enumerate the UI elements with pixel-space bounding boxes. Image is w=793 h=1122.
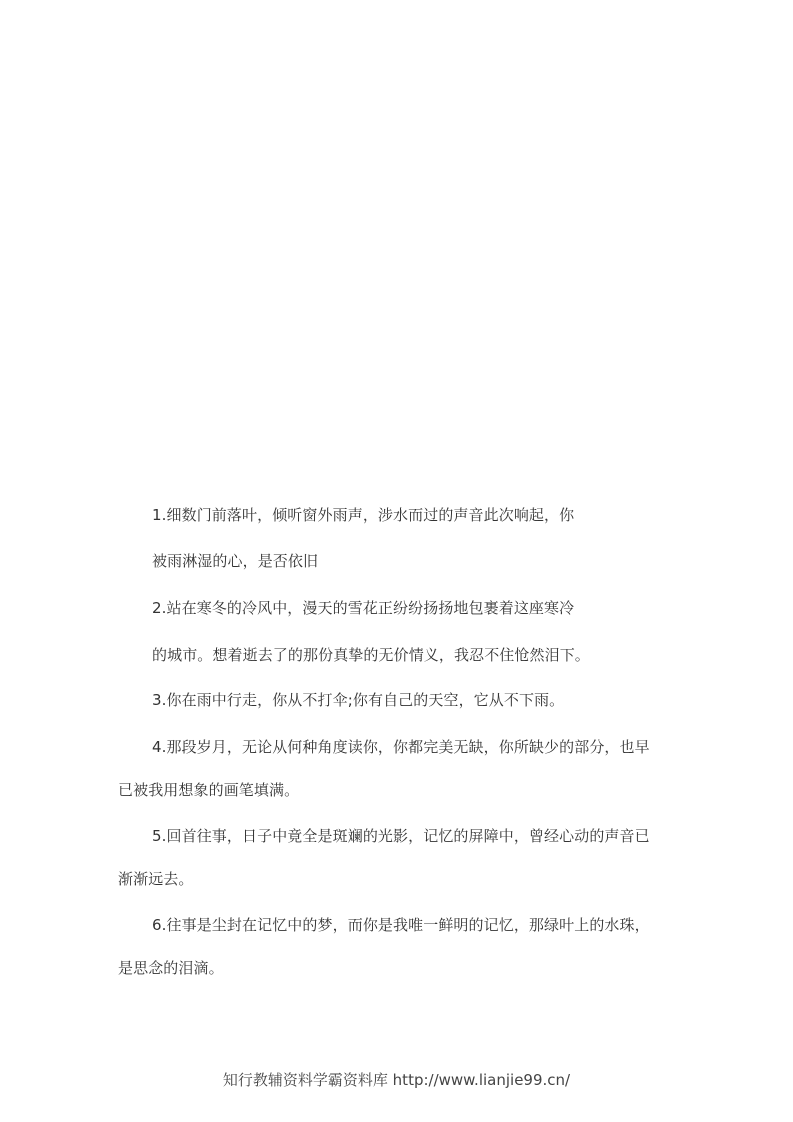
text-line: 已被我用想象的画笔填满。 — [118, 781, 300, 799]
text-line: 是思念的泪滴。 — [118, 959, 224, 977]
footer-text: 知行教辅资料学霸资料库 http://www.lianjie99.cn/ — [222, 1071, 571, 1089]
text-line: 渐渐远去。 — [118, 870, 194, 888]
text-line: 2.站在寒冬的冷风中，漫天的雪花正纷纷扬扬地包裹着这座寒冷 — [152, 599, 575, 617]
text-line: 6.往事是尘封在记忆中的梦，而你是我唯一鲜明的记忆，那绿叶上的水珠， — [152, 916, 650, 934]
text-line: 的城市。想着逝去了的那份真挚的无价情义，我忍不住怆然泪下。 — [152, 646, 590, 664]
text-line: 4.那段岁月，无论从何种角度读你，你都完美无缺，你所缺少的部分，也早 — [152, 738, 650, 756]
text-line: 5.回首往事，日子中竟全是斑斓的光影，记忆的屏障中，曾经心动的声音已 — [152, 827, 650, 845]
text-line: 被雨淋湿的心，是否依旧 — [152, 552, 319, 570]
text-line: 3.你在雨中行走，你从不打伞;你有自己的天空，它从不下雨。 — [152, 691, 565, 709]
text-line: 1.细数门前落叶，倾听窗外雨声，涉水而过的声音此次响起，你 — [152, 506, 575, 524]
